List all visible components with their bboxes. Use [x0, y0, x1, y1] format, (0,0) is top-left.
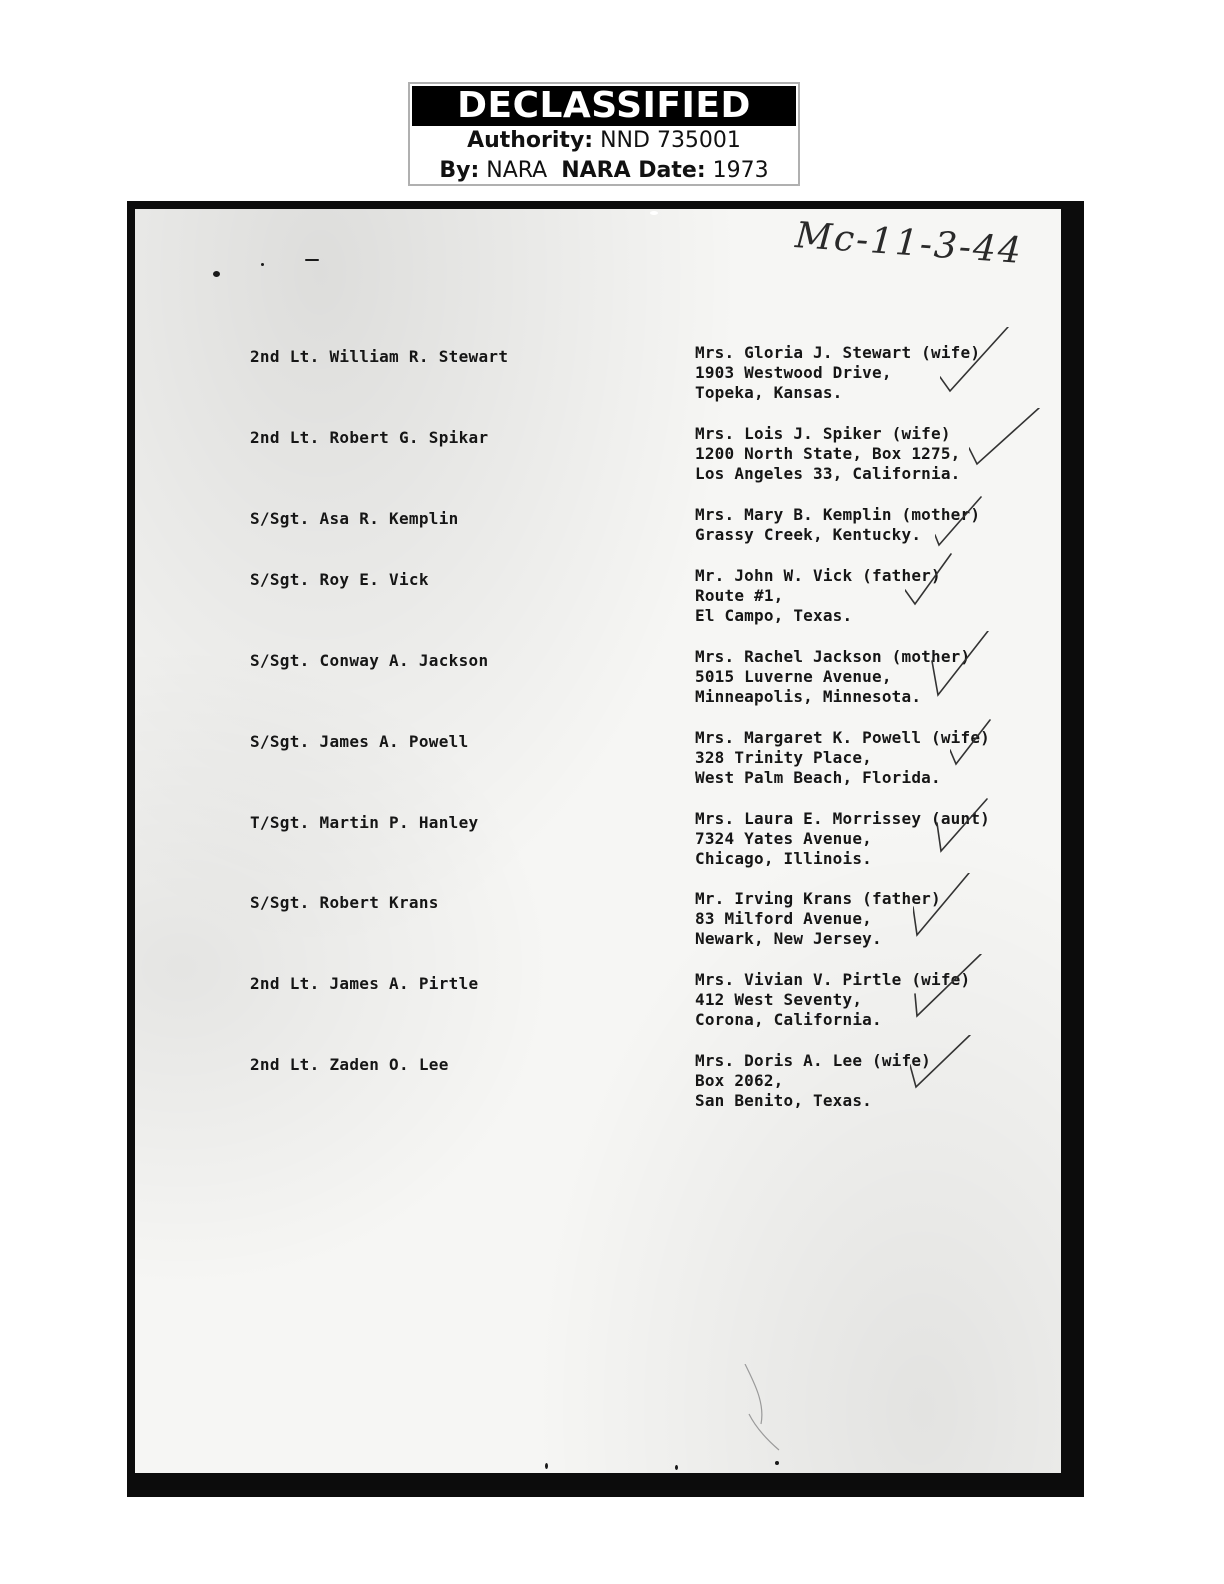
address-line: Box 2062, [695, 1071, 784, 1090]
address-line: 412 West Seventy, [695, 990, 863, 1009]
handwritten-date: Mc-11-3-44 [793, 215, 1025, 272]
address-line: 7324 Yates Avenue, [695, 829, 872, 848]
address-line: 5015 Luverne Avenue, [695, 667, 892, 686]
scan-speck [213, 271, 220, 277]
checkmark-icon [905, 550, 985, 620]
pencil-mark [735, 1364, 795, 1454]
checkmark-icon [930, 631, 1010, 701]
serviceman-name: S/Sgt. Robert Krans [250, 893, 439, 912]
next-of-kin-address [695, 728, 990, 788]
serviceman-name: S/Sgt. Asa R. Kemplin [250, 509, 459, 528]
stamp-by-line [410, 156, 798, 186]
address-line: Mrs. Rachel Jackson (mother) [695, 647, 971, 666]
address-line: Newark, New Jersey. [695, 929, 882, 948]
stamp-authority-line [410, 126, 798, 156]
stamp-date-value: 1973 [712, 158, 769, 183]
stamp-by-value: NARA [486, 158, 548, 183]
scan-speck [775, 1461, 779, 1465]
scan-speck [650, 211, 658, 215]
next-of-kin-address [695, 566, 941, 626]
declassified-stamp [408, 82, 800, 186]
stamp-date-label: NARA Date: [561, 158, 706, 183]
scan-speck [545, 1463, 548, 1469]
scanned-sheet [127, 201, 1084, 1497]
next-of-kin-address [695, 343, 980, 403]
scan-speck [261, 263, 264, 266]
address-line: Mrs. Laura E. Morrissey (aunt) [695, 809, 990, 828]
stamp-by-label: By: [439, 158, 480, 183]
address-line: Mrs. Vivian V. Pirtle (wife) [695, 970, 971, 989]
serviceman-name: 2nd Lt. Zaden O. Lee [250, 1055, 449, 1074]
checkmark-icon [910, 1035, 990, 1105]
serviceman-name: 2nd Lt. Robert G. Spikar [250, 428, 489, 447]
address-line: Mrs. Mary B. Kemplin (mother) [695, 505, 981, 524]
address-line: San Benito, Texas. [695, 1091, 872, 1110]
address-line: Mr. Irving Krans (father) [695, 889, 941, 908]
next-of-kin-address [695, 1051, 931, 1111]
address-line: Mrs. Doris A. Lee (wife) [695, 1051, 931, 1070]
address-line: 1200 North State, Box 1275, [695, 444, 961, 463]
address-line: Mr. John W. Vick (father) [695, 566, 941, 585]
checkmark-icon [935, 489, 1015, 559]
address-line: Minneapolis, Minnesota. [695, 687, 922, 706]
address-line: Mrs. Lois J. Spiker (wife) [695, 424, 951, 443]
checkmark-icon [913, 873, 993, 943]
scan-speck [305, 259, 319, 261]
address-line: 1903 Westwood Drive, [695, 363, 892, 382]
serviceman-name: S/Sgt. James A. Powell [250, 732, 469, 751]
address-line: Mrs. Gloria J. Stewart (wife) [695, 343, 981, 362]
address-line: Los Angeles 33, California. [695, 464, 961, 483]
serviceman-name: S/Sgt. Roy E. Vick [250, 570, 429, 589]
stamp-authority-value: NND 735001 [600, 128, 741, 153]
serviceman-name: T/Sgt. Martin P. Hanley [250, 813, 479, 832]
address-line: Route #1, [695, 586, 784, 605]
checkmark-icon [913, 954, 993, 1024]
address-line: 328 Trinity Place, [695, 748, 872, 767]
checkmark-icon [940, 327, 1020, 397]
address-line: Grassy Creek, Kentucky. [695, 525, 922, 544]
checkmark-icon [969, 408, 1049, 478]
scan-speck [675, 1465, 678, 1470]
checkmark-icon [935, 793, 1015, 863]
stamp-authority-label: Authority: [467, 128, 594, 153]
address-line: Mrs. Margaret K. Powell (wife) [695, 728, 990, 747]
serviceman-name: 2nd Lt. James A. Pirtle [250, 974, 479, 993]
address-line: Corona, California. [695, 1010, 882, 1029]
stamp-banner: DECLASSIFIED [412, 86, 796, 126]
paper-page [135, 209, 1061, 1473]
serviceman-name: 2nd Lt. William R. Stewart [250, 347, 509, 366]
address-line: Topeka, Kansas. [695, 383, 843, 402]
checkmark-icon [950, 712, 1030, 782]
serviceman-name: S/Sgt. Conway A. Jackson [250, 651, 489, 670]
address-line: Chicago, Illinois. [695, 849, 872, 868]
next-of-kin-address [695, 424, 961, 484]
next-of-kin-address [695, 889, 941, 949]
address-line: El Campo, Texas. [695, 606, 853, 625]
address-line: West Palm Beach, Florida. [695, 768, 941, 787]
address-line: 83 Milford Avenue, [695, 909, 872, 928]
